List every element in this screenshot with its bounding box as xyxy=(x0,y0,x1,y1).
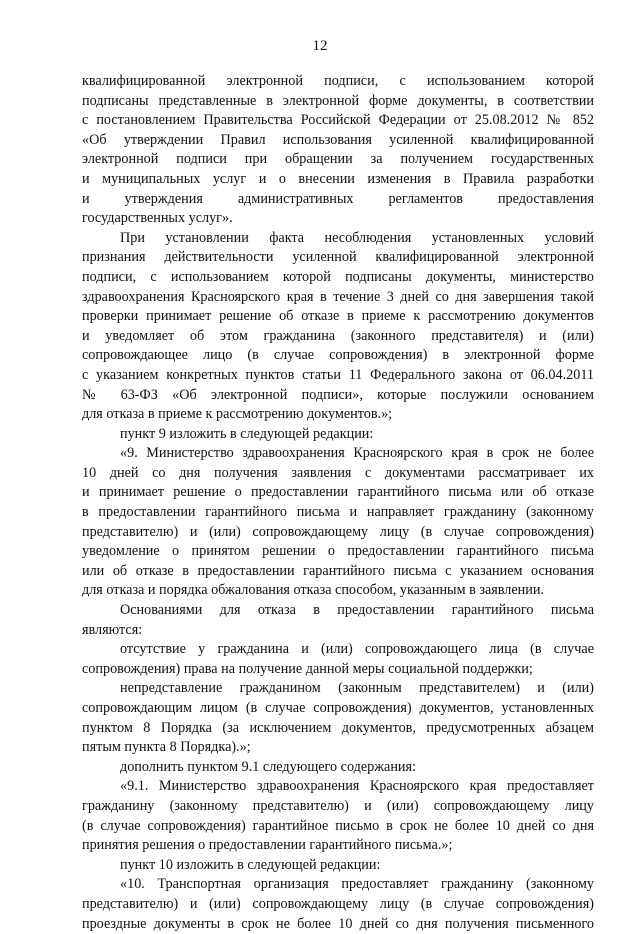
text-line: и уведомляет об этом гражданина (законного представителя) и (или) xyxy=(82,327,594,344)
text-line: сопровождения) права на получение данной меры социальной поддержки; xyxy=(82,660,533,677)
text-line: непредставление гражданином (законным представителем) и (или) xyxy=(120,680,594,697)
text-line: сопровождающее лицо (в случае сопровождения) в электронной форме xyxy=(82,347,594,364)
text-line: пункт 10 изложить в следующей редакции: xyxy=(120,856,381,873)
text-line: сопровождающим лицом (в случае сопровождения) документов, установленных xyxy=(82,700,594,716)
text-line: 10 дней со дня получения заявления с документами рассматривает их xyxy=(82,464,594,481)
text-line: подписи, с использованием которой подписаны документы, министерство xyxy=(82,268,594,285)
text-line: с постановлением Правительства Российской Федерации от 25.08.2012 № 852 xyxy=(82,112,594,129)
paragraph xyxy=(82,425,594,445)
text-line: уведомление о принятом решении о предоставлении гарантийного письма xyxy=(82,543,594,560)
text-line: здравоохранения Красноярского края в течение 3 дней со дня завершения такой xyxy=(82,288,594,305)
paragraph xyxy=(82,640,594,679)
text-line: или об отказе в предоставлении гарантийного письма с указанием основания xyxy=(82,562,594,579)
text-line: и муниципальных услуг и о внесении изменения в Правила разработки xyxy=(82,170,594,187)
text-line: При установлении факта несоблюдения установленных условий xyxy=(120,229,594,246)
text-line: «10. Транспортная организация предоставляет гражданину (законному xyxy=(120,876,594,893)
text-line: для отказа в приеме к рассмотрению документов.»; xyxy=(82,406,393,423)
text-line: государственных услуг». xyxy=(82,210,233,227)
text-line: пунктом 8 Порядка (за исключением документов, предусмотренных абзацем xyxy=(82,719,594,736)
text-line: электронной подписи при обращении за получением государственных xyxy=(82,151,594,168)
text-line: «9. Министерство здравоохранения Красноярского края в срок не более xyxy=(120,445,594,462)
text-line: и утверждения административных регламентов предоставления xyxy=(82,190,594,207)
paragraph xyxy=(82,777,594,855)
paragraph xyxy=(82,72,594,229)
text-line: представителю) и (или) сопровождающему лицу (в случае сопровождения) xyxy=(82,895,594,912)
text-line: проверки принимает решение об отказе в приеме к рассмотрению документов xyxy=(82,308,594,325)
text-line: (в случае сопровождения) гарантийное письмо в срок не более 10 дней со дня xyxy=(82,817,594,834)
text-line: дополнить пунктом 9.1 следующего содержания: xyxy=(120,758,416,775)
text-line: № 63-ФЗ «Об электронной подписи», которые послужили основанием xyxy=(82,386,594,403)
text-line: пятым пункта 8 Порядка).»; xyxy=(82,739,251,756)
text-line: проездные документы в срок не более 10 дней со дня получения письменного xyxy=(82,915,594,932)
text-line: принятия решения о предоставлении гарантийного письма.»; xyxy=(82,837,453,854)
text-line: «9.1. Министерство здравоохранения Красноярского края предоставляет xyxy=(120,778,594,795)
paragraph xyxy=(82,679,594,757)
text-line: гражданину (законному представителю) и (или) сопровождающему лицу xyxy=(82,797,594,814)
paragraph xyxy=(82,444,594,601)
text-line: пункт 9 изложить в следующей редакции: xyxy=(120,425,374,442)
text-line: признания действительности усиленной квалифицированной электронной xyxy=(82,249,594,266)
text-line: и принимает решение о предоставлении гарантийного письма или об отказе xyxy=(82,484,594,501)
paragraph xyxy=(82,856,594,876)
text-line: отсутствие у гражданина и (или) сопровождающего лица (в случае xyxy=(120,641,594,658)
text-line: «Об утверждении Правил использования усиленной квалифицированной xyxy=(82,131,594,148)
text-line: для отказа и порядка обжалования отказа способом, указанным в заявлении. xyxy=(82,582,544,599)
text-line: квалифицированной электронной подписи, с использованием которой xyxy=(82,73,594,89)
paragraph xyxy=(82,229,594,425)
paragraph xyxy=(82,601,594,640)
document-body xyxy=(82,72,594,934)
text-line: в предоставлении гарантийного письма и направляет гражданину (законному xyxy=(82,504,594,521)
text-line: с указанием конкретных пунктов статьи 11 Федерального закона от 06.04.2011 xyxy=(82,366,594,383)
text-line: являются: xyxy=(82,621,143,638)
paragraph xyxy=(82,758,594,778)
text-line: представителю) и (или) сопровождающему лицу (в случае сопровождения) xyxy=(82,523,594,540)
text-line: подписаны представленные в электронной форме документы, в соответствии xyxy=(82,92,594,109)
page-number: 12 xyxy=(312,38,328,54)
text-line: Основаниями для отказа в предоставлении гарантийного письма xyxy=(120,602,594,619)
